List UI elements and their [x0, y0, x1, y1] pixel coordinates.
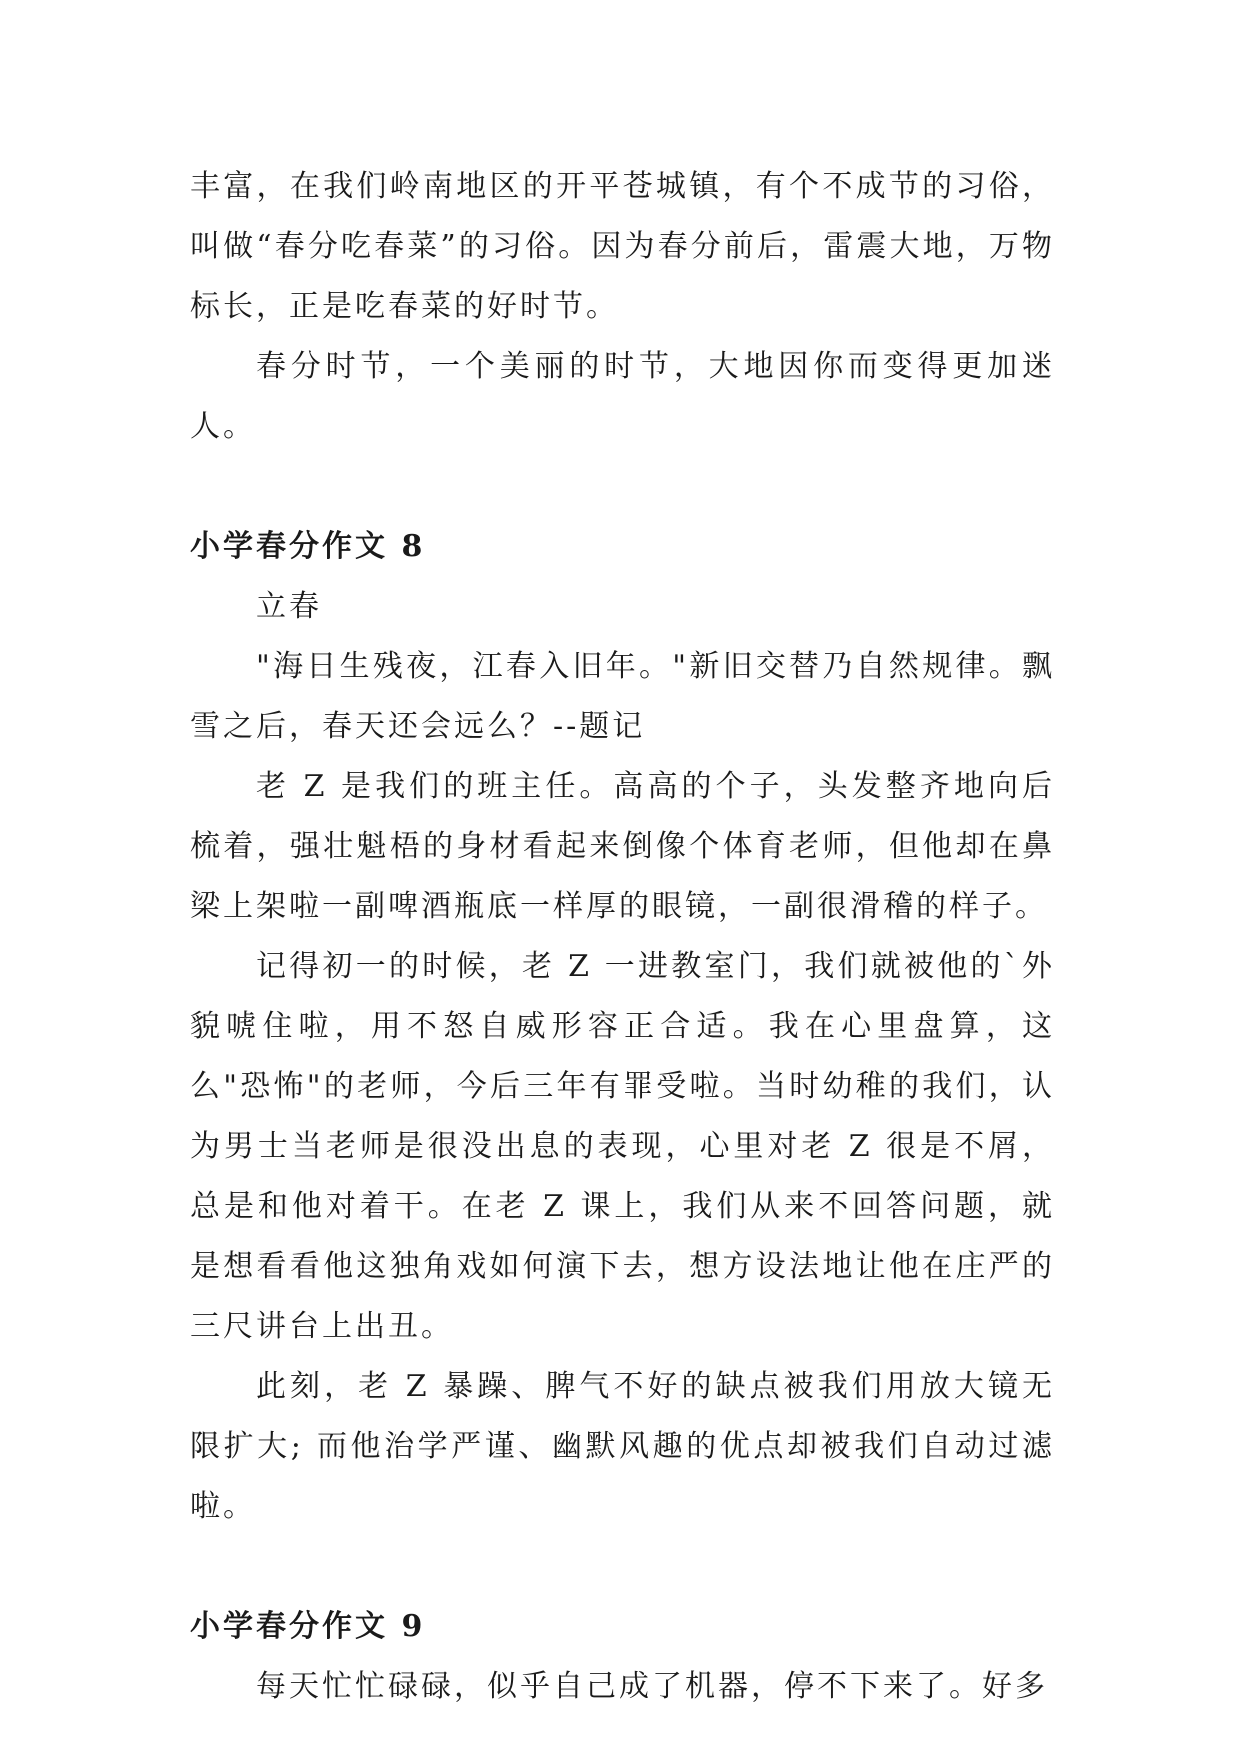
paragraph: "海日生残夜，江春入旧年。"新旧交替乃自然规律。飘雪之后，春天还会远么？--题记	[190, 649, 1055, 744]
paragraph: 春分时节，一个美丽的时节，大地因你而变得更加迷人。	[190, 349, 1055, 444]
section-heading: 小学春分作文 9	[190, 1609, 426, 1644]
section-gap	[190, 1537, 1055, 1597]
section-gap	[190, 457, 1055, 517]
paragraph: 此刻，老 Z 暴躁、脾气不好的缺点被我们用放大镜无限扩大; 而他治学严谨、幽默风趣的优点却被我们自动过滤啦。	[190, 1369, 1055, 1524]
paragraph: 立春	[256, 589, 322, 624]
paragraph: 丰富，在我们岭南地区的开平苍城镇，有个不成节的习俗，叫做“春分吃春菜”的习俗。因为春分前后，雷震大地，万物标长，正是吃春菜的好时节。	[190, 169, 1055, 324]
document-body	[190, 157, 1055, 1717]
paragraph: 记得初一的时候，老 Z 一进教室门，我们就被他的`外貌唬住啦，用不怒自威形容正合适。我在心里盘算，这么"恐怖"的老师，今后三年有罪受啦。当时幼稚的我们，认为男士当老师是很没出息的表现，心里对老 Z 很是不屑，总是和他对着干。在老 Z 课上，我们从来不回答问题，就是想看看他这独角戏如何演下去，想方设法地让他在庄严的三尺讲台上出丑。	[190, 949, 1055, 1344]
paragraph: 老 Z 是我们的班主任。高高的个子，头发整齐地向后梳着，强壮魁梧的身材看起来倒像个体育老师，但他却在鼻梁上架啦一副啤酒瓶底一样厚的眼镜，一副很滑稽的样子。	[190, 769, 1055, 924]
paragraph: 每天忙忙碌碌，似乎自己成了机器，停不下来了。好多	[256, 1669, 1048, 1704]
section-heading: 小学春分作文 8	[190, 529, 426, 564]
